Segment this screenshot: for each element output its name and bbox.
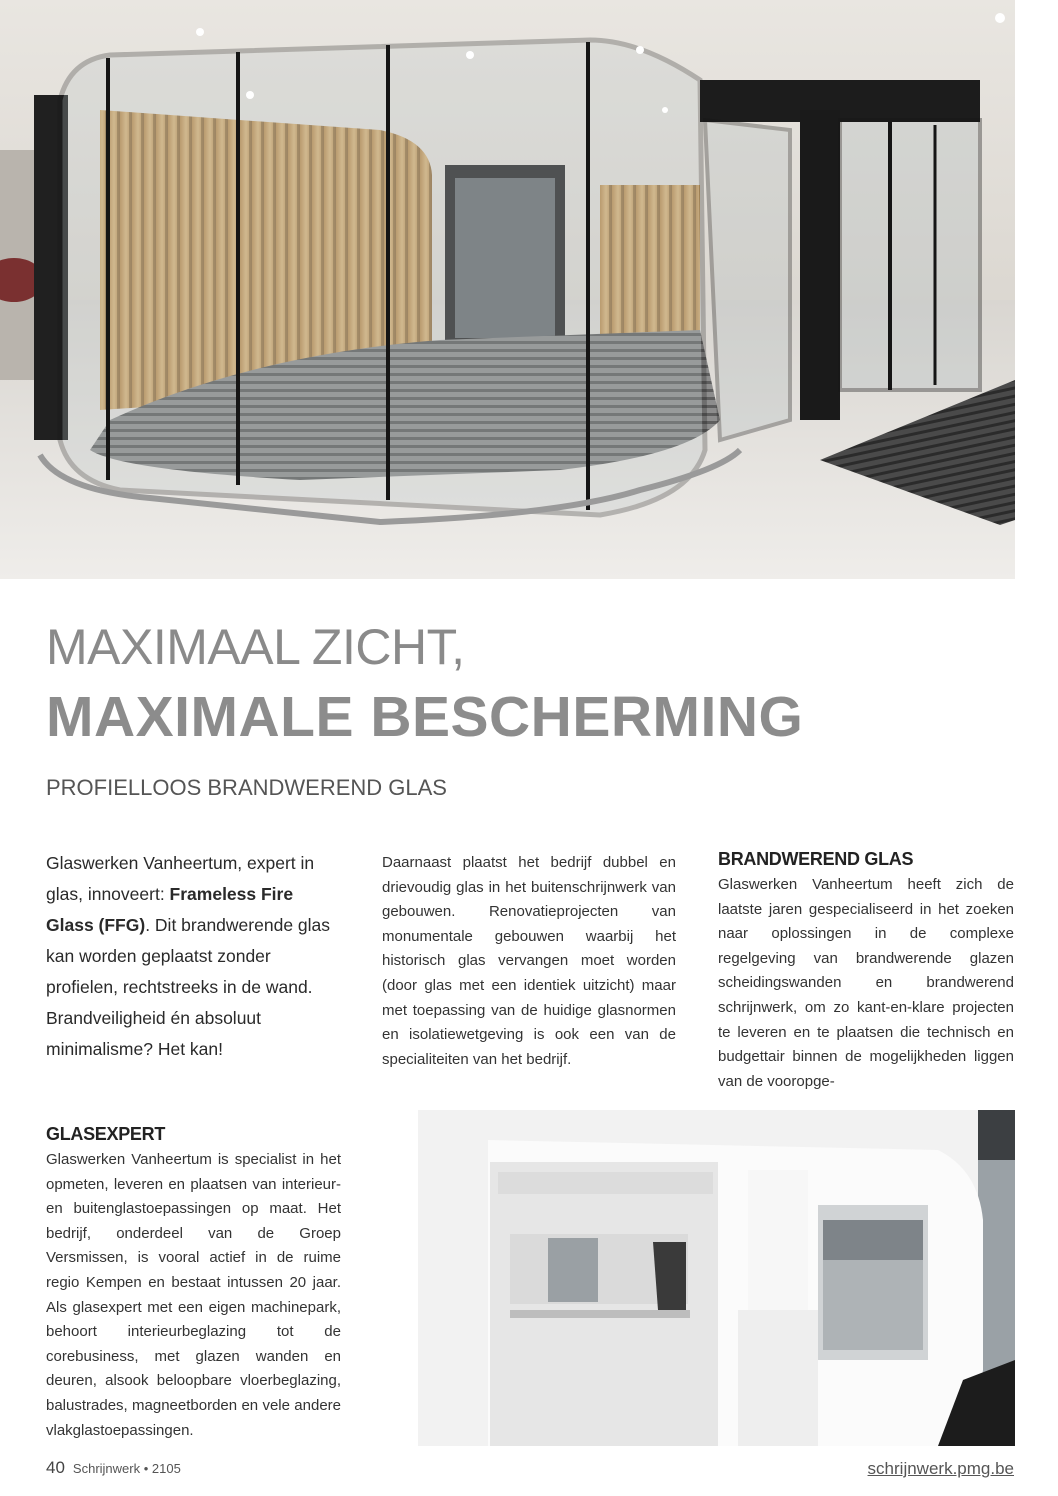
intro-text-after: . Dit brandwerende glas kan worden geplaatst zonder profielen, rechtstreeks in de wand. Brandveiligheid én absoluut minimalisme? Het kan! [46,915,331,1059]
column-left [46,1122,341,1443]
interior-photo [418,1110,1015,1446]
subheadline: PROFIELLOOS BRANDWEREND GLAS [46,775,447,800]
publication-issue: Schrijnwerk • 2105 [72,1461,181,1476]
intro-highlight: Frameless Fire Glass (FFG) [46,884,294,935]
column-middle-text: Daarnaast plaatst het bedrijf dubbel en drievoudig glas in het buitenschrijnwerk van gebouwen. Renovatieprojecten van monumentale gebouwen waarbij het historisch glas vervangen moet worden (door glas met een identiek uitzicht) maar met toepassing van de huidige glasnormen en isolatiewetgeving is ook een van de specialiteiten van het bedrijf. [382,854,676,1068]
footer-left [46,1458,181,1478]
column-right-text: Glaswerken Vanheertum heeft zich de laatste jaren gespecialiseerd in het zoeken naar oplossingen in de complexe regelgeving van brandwerende glazen scheidingswanden en brandwerend schrijnwerk, om zo kant-en-klare projecten te leveren en te plaatsen die technisch en budgettair binnen de mogelijkheden liggen van de vooropge- [718,876,1014,1090]
hero-photo [0,0,1015,579]
white-wall-glass-opening-illustration [418,1110,1015,1446]
section-heading-brandwerend-glas: BRANDWEREND GLAS [718,849,914,869]
glass-entrance-illustration [0,0,1015,579]
headline-line-1: MAXIMAAL ZICHT, [46,619,465,675]
column-middle [382,851,676,1072]
section-heading-glasexpert: GLASEXPERT [46,1124,166,1144]
column-right [718,847,1014,1094]
website-link[interactable]: schrijnwerk.pmg.be [867,1459,1014,1478]
column-left-text: Glaswerken Vanheertum is specialist in het opmeten, leveren en plaatsen van interieur- en buitenglastoepassingen op maat. Het bedrijf, onderdeel van de Groep Versmissen, is vooral actief in de ruime regio Kempen en bestaat intussen 20 jaar. Als glasexpert met een eigen machinepark, behoort interieurbeglazing tot de corebusiness, met glazen wanden en deuren, alsook beloopbare vloerbeglazing, balustrades, magneetborden en vele andere vlakglastoepassingen. [46,1151,341,1439]
page-number: 40 [46,1458,65,1477]
intro-text-before: Glaswerken Vanheertum, expert in glas, innoveert: [46,853,315,904]
headline-line-2: MAXIMALE BESCHERMING [46,685,804,749]
intro-paragraph [46,848,336,1065]
